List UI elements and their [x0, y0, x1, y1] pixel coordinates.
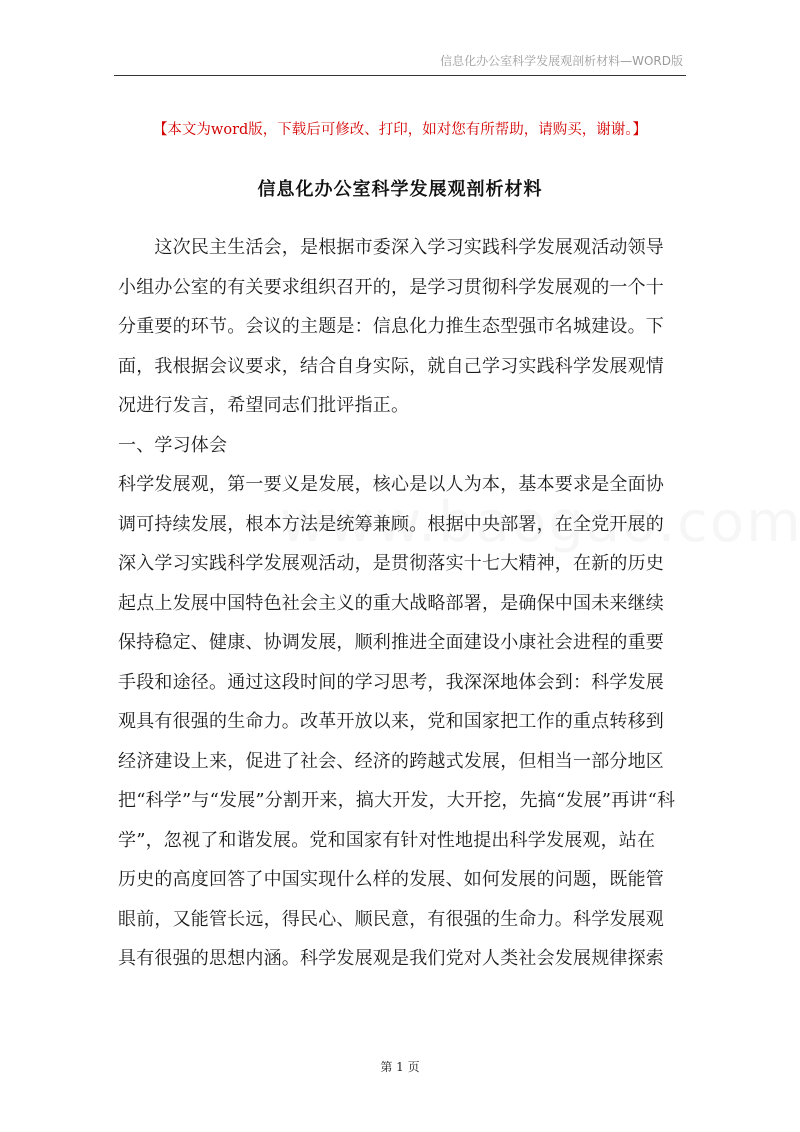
page-number: 第 1 页: [380, 1060, 420, 1074]
body-line: 面，我根据会议要求，结合自身实际，就自己学习实践科学发展观情: [118, 355, 664, 377]
body-line: 况进行发言，希望同志们批评指正。: [118, 395, 410, 416]
body-line: 历史的高度回答了中国实现什么样的发展、如何发展的问题，既能管: [118, 869, 664, 890]
body-line: 科学发展观，第一要义是发展，核心是以人为本，基本要求是全面协: [118, 474, 664, 495]
body-line: 手段和途径。通过这段时间的学习思考，我深深地体会到：科学发展: [118, 671, 664, 693]
body-line: 把“科学”与“发展”分割开来，搞大开发，大开挖，先搞“发展”再讲“科: [118, 790, 676, 811]
body-line: 经济建设上来，促进了社会、经济的跨越式发展，但相当一部分地区: [118, 750, 664, 772]
purchase-notice: 【本文为word版，下载后可修改、打印，如对您有所帮助，请购买，谢谢。】: [152, 122, 648, 138]
document-title: 信息化办公室科学发展观剖析材料: [257, 179, 543, 200]
section-heading: 一、学习体会: [118, 434, 228, 456]
body-line: 学”，忽视了和谐发展。党和国家有针对性地提出科学发展观，站在: [118, 829, 656, 851]
body-line: 具有很强的思想内涵。科学发展观是我们党对人类社会发展规律探索: [118, 948, 664, 969]
body-line: 深入学习实践科学发展观活动，是贯彻落实十七大精神，在新的历史: [118, 553, 664, 574]
body-line: 调可持续发展，根本方法是统筹兼顾。根据中央部署，在全党开展的: [118, 513, 664, 535]
document-body: [118, 228, 688, 979]
body-line: 小组办公室的有关要求组织召开的，是学习贯彻科学发展观的一个十: [118, 276, 664, 298]
body-line: 起点上发展中国特色社会主义的重大战略部署，是确保中国未来继续: [118, 592, 664, 614]
body-line: 分重要的环节。会议的主题是：信息化力推生态型强市名城建设。下: [118, 316, 664, 337]
header-divider: [114, 75, 686, 76]
body-line: 眼前，又能管长远，得民心、顺民意，有很强的生命力。科学发展观: [118, 908, 664, 930]
body-line: 这次民主生活会，是根据市委深入学习实践科学发展观活动领导: [118, 237, 664, 258]
running-header: 信息化办公室科学发展观剖析材料—WORD版: [440, 54, 683, 68]
body-line: 保持稳定、健康、协调发展，顺利推进全面建设小康社会进程的重要: [118, 632, 664, 653]
body-line: 观具有很强的生命力。改革开放以来，党和国家把工作的重点转移到: [118, 711, 664, 732]
